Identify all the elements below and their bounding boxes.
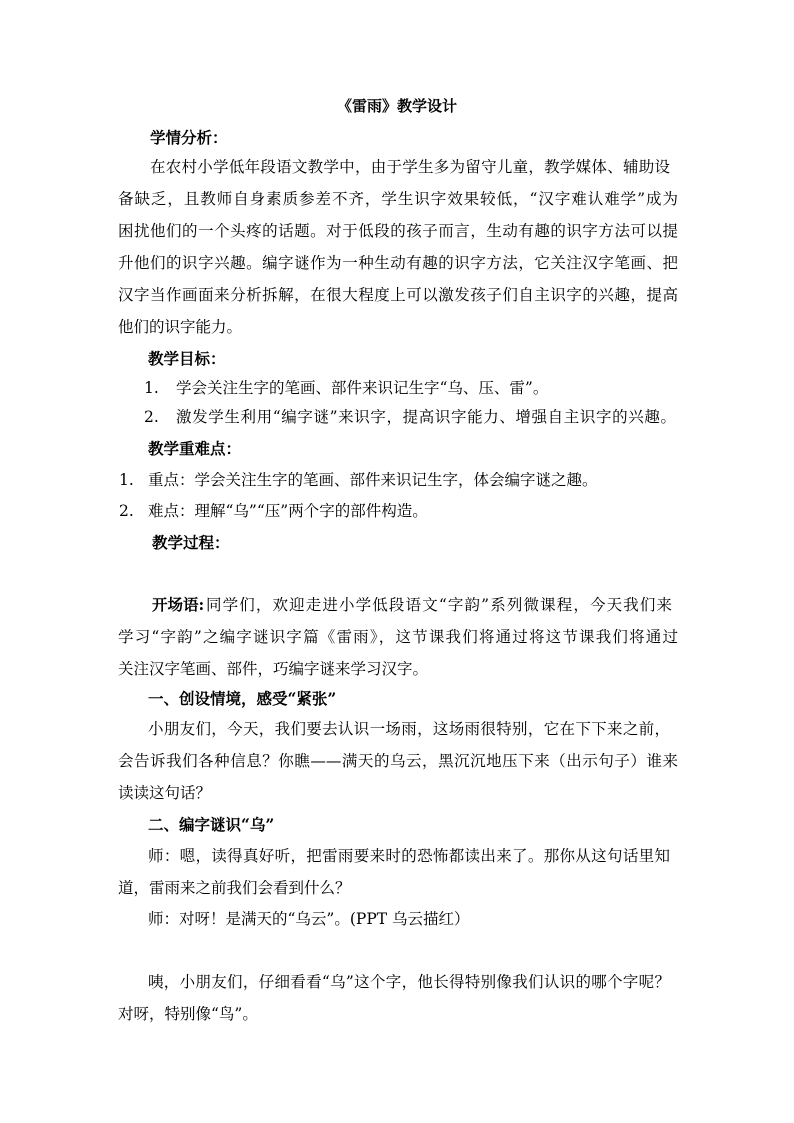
opening-line: 关注汉字笔画、部件，巧编字谜来学习汉字。 (118, 660, 429, 678)
analysis-line: 备缺乏，且教师自身素质参差不齐，学生识字效果较低，“汉字难认难学”成为 (118, 190, 678, 208)
difficulty-number: 1. (119, 471, 134, 489)
goal-item: 激发学生利用“编字谜”来识字，提高识字能力、增强自主识字的兴趣。 (176, 408, 676, 426)
section-heading: 二、编字谜识“乌” (148, 815, 275, 834)
difficulties-heading: 教学重难点： (148, 439, 242, 458)
section-line: 师：嗯，读得真好听，把雷雨要来时的恐怖都读出来了。那你从这句话里知 (148, 847, 670, 865)
analysis-line: 他们的识字能力。 (118, 318, 243, 336)
difficulty-item: 难点：理解“乌”“压”两个字的部件构造。 (148, 502, 428, 520)
analysis-line: 困扰他们的一个头疼的话题。对于低段的孩子而言，生动有趣的识字方法可以提 (118, 222, 678, 240)
opening-line: 学习“字韵”之编字谜识字篇《雷雨》，这节课我们将通过将这节课我们将通过 (118, 628, 678, 646)
goal-item: 学会关注生字的笔画、部件来识记生字“乌、压、雷”。 (176, 379, 549, 397)
closing-line: 咦，小朋友们，仔细看看“乌”这个字，他长得特别像我们认识的哪个字呢？ (148, 973, 670, 991)
difficulty-item: 重点：学会关注生字的笔画、部件来识记生字，体会编字谜之趣。 (148, 471, 598, 489)
section-line: 会告诉我们各种信息？你瞧——满天的乌云，黑沉沉地压下来（出示句子）谁来 (118, 752, 678, 770)
analysis-line: 在农村小学低年段语文教学中，由于学生多为留守儿童，教学媒体、辅助设 (150, 158, 670, 176)
section-line: 师：对呀！是满天的“乌云”。(PPT 乌云描红） (148, 910, 470, 928)
goal-number: 2. (144, 408, 159, 426)
difficulty-number: 2. (119, 502, 134, 520)
analysis-heading: 学情分析： (150, 128, 228, 147)
process-heading: 教学过程： (152, 533, 230, 552)
section-heading: 一、创设情境，感受“紧张” (148, 689, 337, 708)
section-line: 道，雷雨来之前我们会看到什么？ (118, 879, 351, 897)
goals-heading: 教学目标： (148, 349, 226, 368)
section-line: 读读这句话？ (118, 784, 212, 802)
document-title: 《雷雨》教学设计 (336, 97, 457, 115)
closing-line: 对呀，特别像“鸟”。 (118, 1005, 258, 1023)
section-line: 小朋友们，今天，我们要去认识一场雨，这场雨很特别，它在下下来之前， (148, 720, 670, 738)
opening-label: 开场语: (152, 595, 205, 614)
opening-line: 同学们，欢迎走进小学低段语文“字韵”系列微课程，今天我们来 (206, 596, 672, 614)
goal-number: 1. (144, 379, 159, 397)
analysis-line: 升他们的识字兴趣。编字谜作为一种生动有趣的识字方法，它关注汉字笔画、把 (118, 254, 678, 272)
analysis-line: 汉字当作画面来分析拆解，在很大程度上可以激发孩子们自主识字的兴趣，提高 (118, 286, 678, 304)
